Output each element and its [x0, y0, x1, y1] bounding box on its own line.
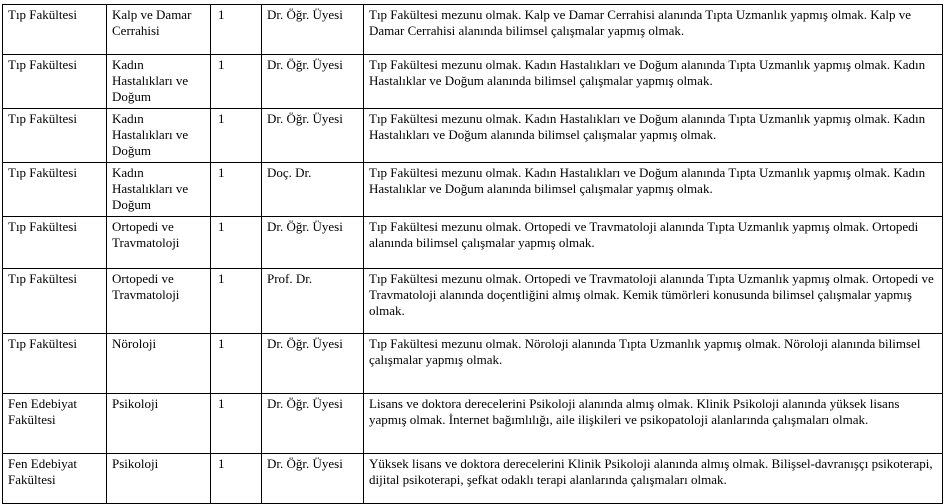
- requirements-cell: Tıp Fakültesi mezunu olmak. Kadın Hastalıkları ve Doğum alanında Tıpta Uzmanlık yapmış olmak. Kadın Hastalıklar ve Doğum alanında bilimsel çalışmalar yapmış olmak.: [364, 163, 943, 217]
- position-count-cell: 1: [211, 55, 262, 109]
- table-row: [3, 334, 943, 394]
- department-cell: Ortopedi ve Travmatoloji: [107, 269, 211, 334]
- position-count-cell: 1: [211, 163, 262, 217]
- table-row: [3, 217, 943, 269]
- requirements-cell: Lisans ve doktora derecelerini Psikoloji alanında almış olmak. Klinik Psikoloji alanında yüksek lisans yapmış olmak. İnternet bağımlılığı, aile ilişkileri ve psikopatoloji alanlarında çalışmaları olmak.: [364, 394, 943, 454]
- requirements-cell: Tıp Fakültesi mezunu olmak. Ortopedi ve Travmatoloji alanında Tıpta Uzmanlık yapmış olmak. Ortopedi alanında bilimsel çalışmalar yapmış olmak.: [364, 217, 943, 269]
- faculty-cell: Tıp Fakültesi: [3, 269, 107, 334]
- academic-title-cell: Prof. Dr.: [262, 269, 364, 334]
- department-cell: Ortopedi ve Travmatoloji: [107, 217, 211, 269]
- faculty-cell: Tıp Fakültesi: [3, 217, 107, 269]
- requirements-cell: Tıp Fakültesi mezunu olmak. Kadın Hastalıkları ve Doğum alanında Tıpta Uzmanlık yapmış olmak. Kadın Hastalıkları ve Doğum alanında bilimsel çalışmalar yapmış olmak.: [364, 109, 943, 163]
- positions-table: [2, 4, 943, 504]
- position-count-cell: 1: [211, 109, 262, 163]
- table-row: [3, 454, 943, 504]
- faculty-cell: Tıp Fakültesi: [3, 109, 107, 163]
- academic-title-cell: Dr. Öğr. Üyesi: [262, 217, 364, 269]
- requirements-cell: Tıp Fakültesi mezunu olmak. Kalp ve Damar Cerrahisi alanında Tıpta Uzmanlık yapmış olmak. Kalp ve Damar Cerrahisi alanında bilimsel çalışmalar yapmış olmak.: [364, 5, 943, 55]
- table-row: [3, 394, 943, 454]
- positions-table-body: [3, 5, 943, 504]
- position-count-cell: 1: [211, 394, 262, 454]
- table-row: [3, 163, 943, 217]
- position-count-cell: 1: [211, 269, 262, 334]
- table-row: [3, 5, 943, 55]
- department-cell: Kalp ve Damar Cerrahisi: [107, 5, 211, 55]
- academic-title-cell: Dr. Öğr. Üyesi: [262, 109, 364, 163]
- academic-title-cell: Dr. Öğr. Üyesi: [262, 55, 364, 109]
- table-row: [3, 269, 943, 334]
- faculty-cell: Fen Edebiyat Fakültesi: [3, 454, 107, 504]
- academic-title-cell: Dr. Öğr. Üyesi: [262, 454, 364, 504]
- academic-title-cell: Doç. Dr.: [262, 163, 364, 217]
- department-cell: Kadın Hastalıkları ve Doğum: [107, 109, 211, 163]
- position-count-cell: 1: [211, 454, 262, 504]
- requirements-cell: Tıp Fakültesi mezunu olmak. Kadın Hastalıkları ve Doğum alanında Tıpta Uzmanlık yapmış olmak. Kadın Hastalıklar ve Doğum alanında bilimsel çalışmalar yapmış olmak.: [364, 55, 943, 109]
- department-cell: Kadın Hastalıkları ve Doğum: [107, 55, 211, 109]
- department-cell: Nöroloji: [107, 334, 211, 394]
- faculty-cell: Fen Edebiyat Fakültesi: [3, 394, 107, 454]
- department-cell: Kadın Hastalıkları ve Doğum: [107, 163, 211, 217]
- faculty-cell: Tıp Fakültesi: [3, 55, 107, 109]
- academic-title-cell: Dr. Öğr. Üyesi: [262, 394, 364, 454]
- department-cell: Psikoloji: [107, 454, 211, 504]
- table-row: [3, 109, 943, 163]
- academic-title-cell: Dr. Öğr. Üyesi: [262, 5, 364, 55]
- position-count-cell: 1: [211, 217, 262, 269]
- position-count-cell: 1: [211, 334, 262, 394]
- faculty-cell: Tıp Fakültesi: [3, 334, 107, 394]
- faculty-cell: Tıp Fakültesi: [3, 5, 107, 55]
- academic-title-cell: Dr. Öğr. Üyesi: [262, 334, 364, 394]
- requirements-cell: Yüksek lisans ve doktora derecelerini Klinik Psikoloji alanında almış olmak. Bilişsel-davranışçı psikoterapi, dijital psikoterapi, şefkat odaklı terapi alanlarında çalışmaları olmak.: [364, 454, 943, 504]
- requirements-cell: Tıp Fakültesi mezunu olmak. Ortopedi ve Travmatoloji alanında Tıpta Uzmanlık yapmış olmak. Ortopedi ve Travmatoloji alanında doçentliğini almış olmak. Kemik tümörleri konusunda bilimsel çalışmalar yapmış olmak.: [364, 269, 943, 334]
- department-cell: Psikoloji: [107, 394, 211, 454]
- table-row: [3, 55, 943, 109]
- position-count-cell: 1: [211, 5, 262, 55]
- requirements-cell: Tıp Fakültesi mezunu olmak. Nöroloji alanında Tıpta Uzmanlık yapmış olmak. Nöroloji alanında bilimsel çalışmalar yapmış olmak.: [364, 334, 943, 394]
- faculty-cell: Tıp Fakültesi: [3, 163, 107, 217]
